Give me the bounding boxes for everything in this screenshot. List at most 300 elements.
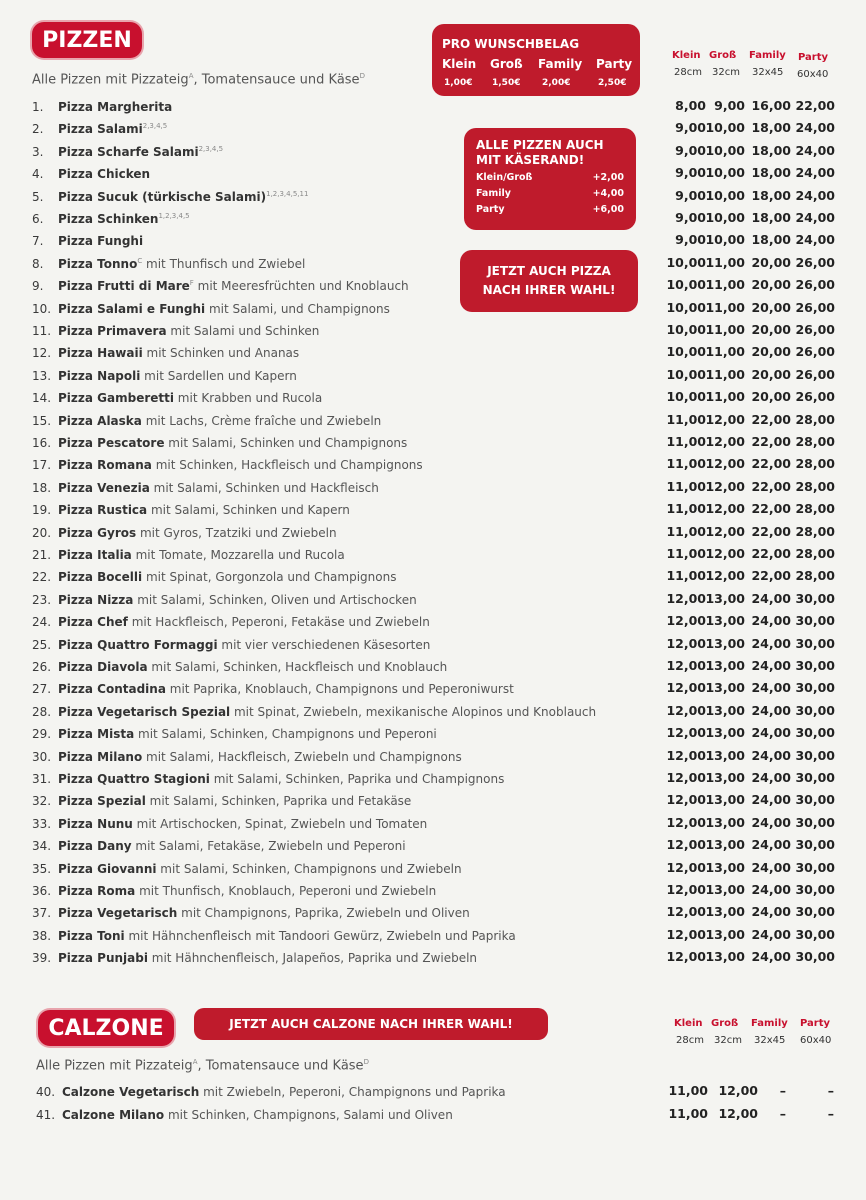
menu-item <box>32 772 652 792</box>
item-name: Pizza Punjabi <box>58 951 148 966</box>
item-price: 22,00 <box>751 411 791 427</box>
pizza-wahl-line2: NACH IHRER WAHL! <box>482 283 616 297</box>
item-price: 22,00 <box>751 434 791 449</box>
item-price: 24,00 <box>751 680 791 696</box>
menu-item <box>32 526 652 546</box>
item-number: 6. <box>32 212 44 226</box>
item-description: mit Schinken und Ananas <box>142 346 300 361</box>
item-description: mit Krabben und Rucola <box>173 391 323 406</box>
item-price: 24,00 <box>751 747 791 763</box>
item-price: 20,00 <box>751 254 791 270</box>
item-description: mit Thunfisch und Zwiebel <box>142 256 306 271</box>
item-description: mit Thunfisch, Knoblauch, Peperoni und Zwiebeln <box>135 884 437 898</box>
item-number: 2. <box>32 122 44 137</box>
item-number: 23. <box>32 592 52 607</box>
item-price: 22,00 <box>751 456 791 472</box>
item-price: 13,00 <box>705 926 745 942</box>
item-number: 21. <box>32 548 52 562</box>
wunschbelag-price: 2,50€ <box>598 78 627 88</box>
item-number: 20. <box>32 525 52 540</box>
calzone-column-size-gross: 32cm <box>714 1035 742 1046</box>
item-price: 24,00 <box>751 792 791 808</box>
item-number: 10. <box>32 301 52 316</box>
item-price: 12,00 <box>666 882 706 897</box>
item-name: Pizza Schinken <box>58 212 159 226</box>
item-price: 26,00 <box>795 389 835 405</box>
item-name: Pizza Quattro Formaggi <box>58 637 218 652</box>
kaserand-label: Klein/Groß <box>476 172 533 183</box>
pizzen-subtitle-sup2: D <box>359 72 365 80</box>
item-price: – <box>779 1083 786 1098</box>
item-name: Pizza Bocelli <box>58 570 143 585</box>
calzone-column-size-family: 32x45 <box>754 1035 786 1046</box>
item-price: 22,00 <box>751 546 791 561</box>
item-number: 5. <box>32 189 44 204</box>
item-number: 35. <box>32 861 52 876</box>
item-price: 24,00 <box>751 949 791 965</box>
item-price: 24,00 <box>795 232 835 248</box>
item-price: 10,00 <box>666 389 706 405</box>
item-price: 13,00 <box>705 792 745 808</box>
item-price: 12,00 <box>666 837 706 853</box>
wunschbelag-price: 2,00€ <box>542 78 571 88</box>
item-price: 24,00 <box>751 926 791 942</box>
item-name: Pizza Romana <box>58 458 152 473</box>
item-number: 16. <box>32 436 52 450</box>
item-price: 24,00 <box>751 859 791 875</box>
item-description: mit Champignons, Paprika, Zwiebeln und Oliven <box>177 906 470 921</box>
item-price: 12,00 <box>666 904 706 920</box>
item-price: 30,00 <box>795 904 835 920</box>
item-price: 24,00 <box>795 142 835 158</box>
column-size-family: 32x45 <box>752 67 784 78</box>
item-description: mit vier verschiedenen Käsesorten <box>217 637 431 652</box>
item-description: mit Hähnchenfleisch mit Tandoori Gewürz, Zwiebeln und Paprika <box>124 928 516 943</box>
column-size-party: 60x40 <box>797 69 829 80</box>
item-description: mit Spinat, Zwiebeln, mexikanische Alopinos und Knoblauch <box>230 704 597 719</box>
item-text <box>58 862 462 876</box>
item-price: 28,00 <box>795 478 835 494</box>
wunschbelag-header: Party <box>596 57 633 71</box>
calzone-wahl-banner <box>194 1008 548 1040</box>
item-text <box>58 100 172 114</box>
item-price: 10,00 <box>666 366 706 382</box>
item-name: Pizza Roma <box>58 884 136 898</box>
menu-item <box>32 167 652 187</box>
item-name: Pizza Gamberetti <box>58 391 174 406</box>
item-text <box>58 302 390 316</box>
item-price: 13,00 <box>705 658 745 673</box>
menu-item <box>32 705 652 725</box>
item-price: 11,00 <box>666 501 706 517</box>
item-price: 12,00 <box>666 590 706 606</box>
item-description: mit Salami, Schinken, Paprika und Fetakäse <box>145 794 412 809</box>
item-name: Pizza Gyros <box>58 525 137 540</box>
item-price: 10,00 <box>666 254 706 270</box>
item-text <box>58 458 423 472</box>
wunschbelag-box <box>432 24 640 96</box>
menu-item <box>32 436 652 456</box>
item-text <box>58 638 430 652</box>
item-price: 9,00 <box>714 98 745 113</box>
item-text <box>58 570 396 584</box>
item-price: 12,00 <box>705 478 745 494</box>
item-name: Pizza Rustica <box>58 503 148 518</box>
item-price: 12,00 <box>666 747 706 763</box>
item-number: 41. <box>36 1108 56 1122</box>
item-price: 24,00 <box>751 590 791 606</box>
item-price: 12,00 <box>666 725 706 741</box>
menu-item <box>32 548 652 568</box>
item-number: 34. <box>32 839 52 854</box>
item-price: – <box>827 1106 834 1121</box>
item-number: 22. <box>32 570 52 585</box>
item-number: 11. <box>32 324 52 338</box>
item-price: 9,00 <box>675 210 706 225</box>
item-number: 39. <box>32 951 52 966</box>
item-price: 11,00 <box>668 1083 708 1098</box>
item-price: 13,00 <box>705 859 745 875</box>
item-price: 24,00 <box>751 814 791 830</box>
column-header-gross: Groß <box>709 50 737 61</box>
item-description: mit Zwiebeln, Peperoni, Champignons und Paprika <box>199 1085 506 1099</box>
item-name: Pizza Tonno <box>58 256 138 271</box>
item-price: 30,00 <box>795 814 835 830</box>
item-description: mit Artischocken, Spinat, Zwiebeln und Tomaten <box>132 816 428 831</box>
item-number: 24. <box>32 615 52 630</box>
item-price: 20,00 <box>751 277 791 293</box>
item-text <box>58 212 190 226</box>
item-price: 10,00 <box>666 322 706 337</box>
item-text <box>58 324 319 338</box>
item-price: 28,00 <box>795 456 835 472</box>
pizza-wahl-line1: JETZT AUCH PIZZA <box>487 264 611 278</box>
item-description: mit Salami und Schinken <box>166 324 320 338</box>
item-price: 12,00 <box>705 523 745 539</box>
item-price: 12,00 <box>666 949 706 965</box>
item-description: mit Tomate, Mozzarella und Rucola <box>131 548 345 562</box>
item-name: Pizza Salami <box>58 122 143 137</box>
item-number: 28. <box>32 704 52 719</box>
item-text <box>58 951 477 965</box>
item-price: 30,00 <box>795 837 835 853</box>
item-name: Pizza Contadina <box>58 682 166 697</box>
item-text <box>58 391 322 405</box>
item-price: 9,00 <box>675 165 706 181</box>
item-price: 12,00 <box>666 680 706 696</box>
item-number: 19. <box>32 503 52 518</box>
item-price: 30,00 <box>795 926 835 942</box>
item-name: Pizza Vegetarisch Spezial <box>58 704 231 719</box>
item-price: 30,00 <box>795 859 835 875</box>
item-text <box>58 122 167 136</box>
item-description: mit Salami, Fetakäse, Zwiebeln und Peperoni <box>131 839 406 854</box>
menu-item <box>32 682 652 702</box>
column-header-klein: Klein <box>672 50 701 61</box>
item-allergen-sup: C <box>137 256 143 265</box>
item-price: 13,00 <box>705 904 745 920</box>
item-price: 16,00 <box>751 98 791 113</box>
item-name: Pizza Funghi <box>58 234 144 249</box>
calzone-subtitle-sup: A <box>192 1058 198 1066</box>
item-price: 30,00 <box>795 635 835 651</box>
item-description: mit Salami, Schinken, Oliven und Artischocken <box>133 592 417 607</box>
wunschbelag-price: 1,00€ <box>444 78 473 88</box>
item-price: 24,00 <box>751 635 791 651</box>
calzone-wahl-text: JETZT AUCH CALZONE NACH IHRER WAHL! <box>229 1017 513 1031</box>
item-text <box>58 705 596 719</box>
wunschbelag-title: PRO WUNSCHBELAG <box>442 37 580 51</box>
item-number: 29. <box>32 727 52 742</box>
item-price: 11,00 <box>666 434 706 449</box>
item-price: 12,00 <box>718 1083 758 1098</box>
item-description: mit Meeresfrüchten und Knoblauch <box>193 279 409 294</box>
menu-item <box>36 1085 656 1105</box>
item-price: 18,00 <box>751 165 791 181</box>
item-price: 13,00 <box>705 725 745 741</box>
item-number: 3. <box>32 144 44 159</box>
menu-item <box>32 615 652 635</box>
item-allergen-sup: 1,2,3,4,5 <box>158 212 190 220</box>
item-price: 24,00 <box>795 120 835 136</box>
wunschbelag-header: Klein <box>442 57 477 71</box>
menu-item <box>32 727 652 747</box>
item-description: mit Schinken, Hackfleisch und Champignons <box>151 458 423 473</box>
item-price: 30,00 <box>795 770 835 785</box>
calzone-column-header-party: Party <box>800 1018 831 1029</box>
calzone-column-size-klein: 28cm <box>676 1035 704 1046</box>
item-price: 11,00 <box>705 344 745 360</box>
item-allergen-sup: 2,3,4,5 <box>198 144 224 153</box>
item-description: mit Schinken, Champignons, Salami und Oliven <box>164 1108 453 1122</box>
item-price: 22,00 <box>751 568 791 584</box>
item-name: Pizza Chef <box>58 615 128 630</box>
menu-item <box>32 884 652 904</box>
menu-item <box>32 391 652 411</box>
item-text <box>58 481 379 495</box>
item-price: 10,00 <box>666 299 706 315</box>
item-name: Pizza Alaska <box>58 413 142 428</box>
item-number: 15. <box>32 413 52 428</box>
item-number: 36. <box>32 884 52 898</box>
item-description: mit Salami, Schinken und Champignons <box>164 436 408 450</box>
menu-item <box>32 906 652 926</box>
menu-item <box>32 369 652 389</box>
item-price: 26,00 <box>795 366 835 382</box>
item-number: 13. <box>32 368 52 383</box>
item-text <box>58 906 470 920</box>
item-price: 24,00 <box>795 187 835 203</box>
item-price: 12,00 <box>705 501 745 517</box>
item-price: 8,00 <box>675 98 706 113</box>
item-text <box>58 234 143 248</box>
item-price: 12,00 <box>666 926 706 942</box>
item-text <box>58 190 308 204</box>
menu-item <box>32 660 652 680</box>
item-price: 30,00 <box>795 590 835 606</box>
menu-item <box>32 234 652 254</box>
item-name: Pizza Toni <box>58 928 125 943</box>
item-price: 28,00 <box>795 434 835 449</box>
item-price: 26,00 <box>795 277 835 293</box>
item-text <box>58 593 417 607</box>
item-number: 18. <box>32 480 52 495</box>
item-number: 33. <box>32 816 52 831</box>
item-price: 24,00 <box>795 165 835 181</box>
item-number: 8. <box>32 256 44 271</box>
pizzen-subtitle-text: Alle Pizzen mit Pizzateig <box>32 72 189 88</box>
item-price: 12,00 <box>666 613 706 629</box>
item-price: 13,00 <box>705 949 745 965</box>
item-price: 12,00 <box>666 859 706 875</box>
item-price: 10,00 <box>705 142 745 158</box>
item-price: 13,00 <box>705 747 745 763</box>
item-number: 30. <box>32 749 52 764</box>
item-allergen-sup: F <box>189 279 194 288</box>
kaserand-label: Family <box>476 188 511 199</box>
item-number: 7. <box>32 234 44 249</box>
item-price: 13,00 <box>705 770 745 785</box>
item-price: 20,00 <box>751 299 791 315</box>
item-name: Pizza Sucuk (türkische Salami) <box>58 189 267 204</box>
item-price: 12,00 <box>705 411 745 427</box>
item-price: 11,00 <box>705 366 745 382</box>
item-name: Pizza Mista <box>58 727 135 742</box>
item-price: 24,00 <box>751 702 791 718</box>
item-price: 20,00 <box>751 322 791 337</box>
item-name: Pizza Italia <box>58 548 132 562</box>
menu-item <box>32 929 652 949</box>
item-number: 1. <box>32 100 44 114</box>
item-price: 13,00 <box>705 882 745 897</box>
wunschbelag-price: 1,50€ <box>492 78 521 88</box>
item-price: 11,00 <box>668 1106 708 1121</box>
item-price: 28,00 <box>795 501 835 517</box>
item-description: mit Hähnchenfleisch, Jalapeños, Paprika und Zwiebeln <box>147 951 478 966</box>
item-price: 11,00 <box>705 277 745 293</box>
column-header-party: Party <box>798 52 829 63</box>
menu-item <box>32 122 652 142</box>
item-price: 24,00 <box>751 837 791 853</box>
item-price: 9,00 <box>675 120 706 136</box>
item-price: 20,00 <box>751 344 791 360</box>
item-number: 12. <box>32 346 52 361</box>
item-price: 11,00 <box>666 456 706 472</box>
item-price: 30,00 <box>795 680 835 696</box>
item-number: 17. <box>32 458 52 473</box>
calzone-column-size-party: 60x40 <box>800 1035 832 1046</box>
menu-item <box>32 951 652 971</box>
kaserand-value: +6,00 <box>592 204 624 215</box>
calzone-column-header-gross: Groß <box>711 1018 739 1029</box>
item-text <box>58 257 305 271</box>
item-name: Pizza Nizza <box>58 592 134 607</box>
item-price: 30,00 <box>795 725 835 741</box>
menu-item <box>32 481 652 501</box>
item-description: mit Gyros, Tzatziki und Zwiebeln <box>136 525 337 540</box>
item-text <box>58 548 345 562</box>
item-price: 28,00 <box>795 546 835 561</box>
item-name: Pizza Diavola <box>58 660 148 674</box>
item-number: 40. <box>36 1085 56 1099</box>
menu-item <box>32 503 652 523</box>
item-price: 10,00 <box>705 232 745 248</box>
item-price: 10,00 <box>666 344 706 360</box>
item-text <box>58 750 462 764</box>
item-text <box>58 369 297 383</box>
item-number: 32. <box>32 794 52 809</box>
item-name: Pizza Napoli <box>58 368 141 383</box>
item-number: 9. <box>32 279 44 294</box>
item-text <box>58 794 411 808</box>
item-text <box>58 615 430 629</box>
item-price: 30,00 <box>795 882 835 897</box>
item-text <box>58 839 406 853</box>
item-price: 13,00 <box>705 680 745 696</box>
calzone-column-header-family: Family <box>751 1018 788 1029</box>
item-price: 22,00 <box>751 523 791 539</box>
item-text <box>58 414 381 428</box>
item-name: Pizza Primavera <box>58 324 167 338</box>
item-price: 9,00 <box>675 232 706 248</box>
item-price: 28,00 <box>795 568 835 584</box>
item-name: Pizza Vegetarisch <box>58 906 178 921</box>
item-text <box>58 279 409 293</box>
item-price: 9,00 <box>675 142 706 158</box>
calzone-subtitle <box>36 1058 369 1073</box>
item-number: 37. <box>32 906 52 921</box>
item-description: mit Salami, Schinken, Hackfleisch und Knoblauch <box>147 660 448 674</box>
item-description: mit Hackfleisch, Peperoni, Fetakäse und Zwiebeln <box>127 615 430 630</box>
section-title-calzone: CALZONE <box>38 1010 174 1046</box>
item-description: mit Salami, Schinken und Kapern <box>147 503 350 518</box>
item-allergen-sup: 2,3,4,5 <box>142 122 168 131</box>
item-number: 14. <box>32 391 52 406</box>
item-text <box>58 167 150 181</box>
item-price: 13,00 <box>705 635 745 651</box>
menu-item <box>32 190 652 210</box>
item-price: 30,00 <box>795 702 835 718</box>
item-text <box>58 145 223 159</box>
item-price: 12,00 <box>666 658 706 673</box>
item-description: mit Sardellen und Kapern <box>140 368 297 383</box>
item-description: mit Lachs, Crème fraîche und Zwiebeln <box>141 413 382 428</box>
item-price: 11,00 <box>705 299 745 315</box>
item-name: Pizza Hawaii <box>58 346 143 361</box>
item-description: mit Salami, Schinken, Champignons und Peperoni <box>134 727 437 742</box>
item-description: mit Salami, und Champignons <box>205 301 390 316</box>
item-allergen-sup: 1,2,3,4,5,11 <box>266 189 309 198</box>
pizzen-subtitle-sup: A <box>188 72 194 80</box>
item-price: 11,00 <box>705 389 745 405</box>
item-text <box>58 526 337 540</box>
menu-item <box>32 414 652 434</box>
column-size-gross: 32cm <box>712 67 740 78</box>
pizzen-subtitle-rest: , Tomatensauce und Käse <box>193 72 360 88</box>
item-price: – <box>779 1106 786 1121</box>
item-price: 30,00 <box>795 658 835 673</box>
item-price: 12,00 <box>666 702 706 718</box>
item-text <box>58 772 504 786</box>
item-price: 26,00 <box>795 254 835 270</box>
menu-item <box>32 279 652 299</box>
menu-item <box>32 458 652 478</box>
item-price: 24,00 <box>795 210 835 225</box>
item-text <box>58 682 514 696</box>
item-price: 12,00 <box>718 1106 758 1121</box>
item-price: 22,00 <box>795 98 835 113</box>
menu-item <box>32 257 652 277</box>
